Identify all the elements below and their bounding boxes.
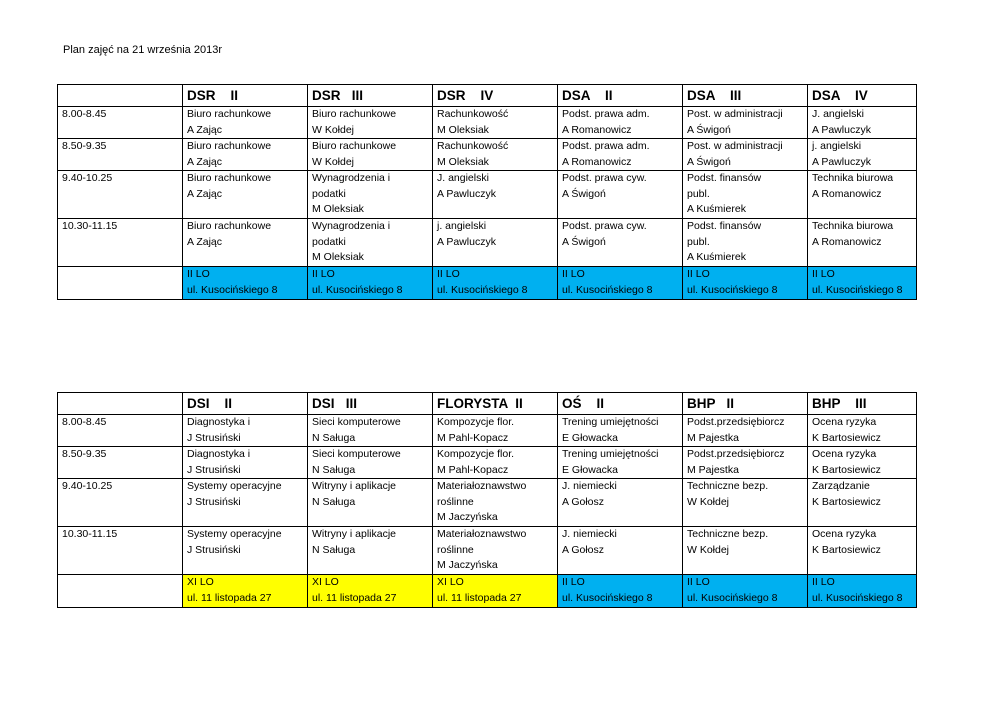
lesson-cell <box>558 527 683 575</box>
teacher-name: N Saługa <box>312 543 356 556</box>
class-header: DSA IV <box>808 85 917 107</box>
subject-text: Podst. finansów <box>687 220 762 232</box>
subject-text: Witryny i aplikacje <box>312 528 397 540</box>
subject-text: Podst. prawa cyw. <box>562 172 647 184</box>
lesson-cell <box>808 527 917 575</box>
teacher-name: J Strusiński <box>187 463 241 476</box>
teacher-name: A Romanowicz <box>812 235 882 248</box>
teacher-name: A Zając <box>187 123 223 136</box>
teacher-name: N Saługa <box>312 463 356 476</box>
class-header: DSI II <box>183 393 308 415</box>
lesson-row <box>58 479 917 527</box>
teacher-name: M Oleksiak <box>312 203 364 215</box>
teacher-name: W Kołdej <box>687 495 730 508</box>
lesson-row <box>58 447 917 479</box>
school-name: XI LO <box>312 576 339 588</box>
subject-text: Post. w administracji <box>687 108 783 120</box>
lesson-cell <box>808 479 917 527</box>
lesson-cell <box>558 107 683 139</box>
teacher-name: A Gołosz <box>562 495 605 508</box>
subject-text: J. angielski <box>812 108 864 120</box>
schedule-table-2 <box>57 392 917 608</box>
lesson-cell <box>683 219 808 267</box>
subject-text: Techniczne bezp. <box>687 528 769 540</box>
subject-text: Diagnostyka i <box>187 416 251 428</box>
school-name: II LO <box>562 268 585 280</box>
teacher-name: M Jaczyńska <box>437 559 498 571</box>
teacher-name: K Bartosiewicz <box>812 495 881 508</box>
lesson-cell <box>183 415 308 447</box>
school-name: II LO <box>812 576 835 588</box>
teacher-name: A Pawluczyk <box>812 123 871 136</box>
school-name: II LO <box>187 268 210 280</box>
location-cell <box>433 267 558 300</box>
teacher-name: A Świgoń <box>562 235 606 248</box>
lesson-cell <box>558 447 683 479</box>
subject-text: Materiałoznawstwo <box>437 480 527 492</box>
class-header: BHP II <box>683 393 808 415</box>
header-row <box>58 393 917 415</box>
header-row <box>58 85 917 107</box>
class-header: OŚ II <box>558 393 683 415</box>
subject-text: Zarządzanie <box>812 480 870 492</box>
teacher-name: E Głowacka <box>562 431 619 444</box>
subject-text: Systemy operacyjne <box>187 480 282 492</box>
teacher-name: M Oleksiak <box>437 155 489 168</box>
teacher-name: A Zając <box>187 187 223 200</box>
subject-text: Wynagrodzenia i <box>312 220 391 232</box>
time-slot: 9.40-10.25 <box>58 479 183 527</box>
lesson-cell <box>433 219 558 267</box>
school-name: II LO <box>687 576 710 588</box>
subject-text: Ocena ryzyka <box>812 416 877 428</box>
subject-text: Podst.przedsiębiorcz <box>687 416 785 428</box>
location-cell <box>683 575 808 608</box>
teacher-name: M Pajestka <box>687 463 739 476</box>
teacher-name: A Świgoń <box>687 123 731 136</box>
subject-text: roślinne <box>437 495 474 508</box>
teacher-name: J Strusiński <box>187 495 241 508</box>
school-name: II LO <box>562 576 585 588</box>
class-header: FLORYSTA II <box>433 393 558 415</box>
teacher-name: M Pajestka <box>687 431 739 444</box>
teacher-name: K Bartosiewicz <box>812 463 881 476</box>
subject-text: Kompozycje flor. <box>437 416 515 428</box>
lesson-cell <box>558 139 683 171</box>
lesson-cell <box>808 447 917 479</box>
lesson-cell <box>308 479 433 527</box>
location-cell <box>808 267 917 300</box>
subject-text: podatki <box>312 235 346 248</box>
school-address: ul. Kusocińskiego 8 <box>562 591 653 604</box>
subject-text: Biuro rachunkowe <box>187 108 272 120</box>
lesson-cell <box>808 171 917 219</box>
lesson-cell <box>183 219 308 267</box>
location-cell <box>433 575 558 608</box>
school-address: ul. Kusocińskiego 8 <box>312 283 403 296</box>
school-name: II LO <box>437 268 460 280</box>
subject-text: Podst.przedsiębiorcz <box>687 448 785 460</box>
lesson-cell <box>308 171 433 219</box>
teacher-name: A Pawluczyk <box>437 235 496 248</box>
location-row <box>58 267 917 300</box>
school-address: ul. Kusocińskiego 8 <box>562 283 653 296</box>
location-cell <box>683 267 808 300</box>
teacher-name: M Pahl-Kopacz <box>437 463 509 476</box>
lesson-cell <box>558 415 683 447</box>
teacher-name: A Zając <box>187 235 223 248</box>
subject-text: Biuro rachunkowe <box>187 172 272 184</box>
lesson-cell <box>433 527 558 575</box>
subject-text: Trening umiejętności <box>562 448 659 460</box>
class-header: DSR IV <box>433 85 558 107</box>
lesson-cell <box>433 107 558 139</box>
school-address: ul. Kusocińskiego 8 <box>437 283 528 296</box>
subject-text: roślinne <box>437 543 474 556</box>
lesson-cell <box>308 139 433 171</box>
lesson-cell <box>183 139 308 171</box>
lesson-cell <box>308 219 433 267</box>
lesson-row <box>58 219 917 267</box>
class-header: DSI III <box>308 393 433 415</box>
teacher-name: M Oleksiak <box>437 123 489 136</box>
time-slot: 8.50-9.35 <box>58 139 183 171</box>
lesson-row <box>58 107 917 139</box>
subject-text: Biuro rachunkowe <box>187 140 272 152</box>
subject-text: Ocena ryzyka <box>812 448 877 460</box>
teacher-name: N Saługa <box>312 431 356 444</box>
page-title: Plan zajęć na 21 września 2013r <box>63 44 222 56</box>
class-header: DSR II <box>183 85 308 107</box>
time-slot: 9.40-10.25 <box>58 171 183 219</box>
location-cell <box>558 267 683 300</box>
time-slot: 8.50-9.35 <box>58 447 183 479</box>
teacher-name: A Romanowicz <box>562 123 632 136</box>
subject-text: Wynagrodzenia i <box>312 172 391 184</box>
class-header: DSR III <box>308 85 433 107</box>
subject-text: Techniczne bezp. <box>687 480 769 492</box>
subject-text: Post. w administracji <box>687 140 783 152</box>
subject-text: Biuro rachunkowe <box>312 108 397 120</box>
subject-text: Ocena ryzyka <box>812 528 877 540</box>
lesson-cell <box>683 479 808 527</box>
subject-text: Biuro rachunkowe <box>312 140 397 152</box>
teacher-name: A Świgoń <box>687 155 731 168</box>
time-slot: 10.30-11.15 <box>58 219 183 267</box>
teacher-name: E Głowacka <box>562 463 619 476</box>
school-name: XI LO <box>187 576 214 588</box>
header-empty-cell <box>58 393 183 415</box>
lesson-cell <box>683 171 808 219</box>
subject-text: Witryny i aplikacje <box>312 480 397 492</box>
lesson-cell <box>433 447 558 479</box>
location-empty-cell <box>58 267 183 300</box>
lesson-cell <box>683 447 808 479</box>
lesson-cell <box>183 527 308 575</box>
teacher-name: A Świgoń <box>562 187 606 200</box>
school-name: II LO <box>687 268 710 280</box>
teacher-name: A Pawluczyk <box>437 187 496 200</box>
subject-text: Podst. prawa cyw. <box>562 220 647 232</box>
lesson-cell <box>558 171 683 219</box>
subject-text: Podst. prawa adm. <box>562 108 650 120</box>
teacher-name: W Kołdej <box>312 123 355 136</box>
class-header: DSA II <box>558 85 683 107</box>
school-address: ul. Kusocińskiego 8 <box>687 591 778 604</box>
location-cell <box>558 575 683 608</box>
lesson-row <box>58 415 917 447</box>
lesson-cell <box>558 479 683 527</box>
teacher-name: N Saługa <box>312 495 356 508</box>
teacher-name: A Kuśmierek <box>687 203 746 215</box>
lesson-cell <box>558 219 683 267</box>
location-cell <box>183 575 308 608</box>
lesson-row <box>58 171 917 219</box>
class-header: BHP III <box>808 393 917 415</box>
subject-text: J. niemiecki <box>562 528 617 540</box>
time-slot: 8.00-8.45 <box>58 415 183 447</box>
subject-text: J. niemiecki <box>562 480 617 492</box>
subject-text: Biuro rachunkowe <box>187 220 272 232</box>
lesson-cell <box>308 447 433 479</box>
location-cell <box>808 575 917 608</box>
subject-text: Technika biurowa <box>812 172 894 184</box>
subject-text: podatki <box>312 187 346 200</box>
subject-text: J. angielski <box>437 172 489 184</box>
location-row <box>58 575 917 608</box>
school-address: ul. 11 listopada 27 <box>187 591 272 604</box>
teacher-name: M Jaczyńska <box>437 511 498 523</box>
school-address: ul. Kusocińskiego 8 <box>812 283 903 296</box>
school-name: II LO <box>812 268 835 280</box>
lesson-cell <box>308 527 433 575</box>
class-header: DSA III <box>683 85 808 107</box>
lesson-cell <box>183 171 308 219</box>
teacher-name: A Gołosz <box>562 543 605 556</box>
lesson-cell <box>433 171 558 219</box>
subject-text: Podst. finansów <box>687 172 762 184</box>
teacher-name: M Oleksiak <box>312 251 364 263</box>
lesson-cell <box>433 415 558 447</box>
subject-text: publ. <box>687 235 710 248</box>
subject-text: j. angielski <box>812 140 862 152</box>
lesson-cell <box>433 139 558 171</box>
teacher-name: M Pahl-Kopacz <box>437 431 509 444</box>
school-address: ul. 11 listopada 27 <box>312 591 397 604</box>
subject-text: Rachunkowość <box>437 140 509 152</box>
time-slot: 8.00-8.45 <box>58 107 183 139</box>
subject-text: publ. <box>687 187 710 200</box>
school-name: XI LO <box>437 576 464 588</box>
subject-text: Diagnostyka i <box>187 448 251 460</box>
school-name: II LO <box>312 268 335 280</box>
lesson-cell <box>308 415 433 447</box>
lesson-cell <box>433 479 558 527</box>
lesson-cell <box>683 527 808 575</box>
time-slot: 10.30-11.15 <box>58 527 183 575</box>
lesson-cell <box>808 107 917 139</box>
lesson-cell <box>683 415 808 447</box>
location-empty-cell <box>58 575 183 608</box>
lesson-cell <box>683 139 808 171</box>
teacher-name: K Bartosiewicz <box>812 431 881 444</box>
lesson-row <box>58 527 917 575</box>
lesson-cell <box>183 447 308 479</box>
school-address: ul. Kusocińskiego 8 <box>187 283 278 296</box>
subject-text: Technika biurowa <box>812 220 894 232</box>
school-address: ul. Kusocińskiego 8 <box>687 283 778 296</box>
lesson-row <box>58 139 917 171</box>
school-address: ul. Kusocińskiego 8 <box>812 591 903 604</box>
teacher-name: A Romanowicz <box>562 155 632 168</box>
teacher-name: K Bartosiewicz <box>812 543 881 556</box>
teacher-name: W Kołdej <box>312 155 355 168</box>
teacher-name: W Kołdej <box>687 543 730 556</box>
location-cell <box>183 267 308 300</box>
lesson-cell <box>183 479 308 527</box>
subject-text: Podst. prawa adm. <box>562 140 650 152</box>
teacher-name: A Kuśmierek <box>687 251 746 263</box>
school-address: ul. 11 listopada 27 <box>437 591 522 604</box>
lesson-cell <box>308 107 433 139</box>
lesson-cell <box>808 415 917 447</box>
subject-text: Sieci komputerowe <box>312 448 401 460</box>
teacher-name: A Pawluczyk <box>812 155 871 168</box>
teacher-name: A Romanowicz <box>812 187 882 200</box>
header-empty-cell <box>58 85 183 107</box>
teacher-name: A Zając <box>187 155 223 168</box>
subject-text: Systemy operacyjne <box>187 528 282 540</box>
schedule-table-1 <box>57 84 917 300</box>
teacher-name: J Strusiński <box>187 543 241 556</box>
location-cell <box>308 575 433 608</box>
lesson-cell <box>683 107 808 139</box>
subject-text: Rachunkowość <box>437 108 509 120</box>
lesson-cell <box>183 107 308 139</box>
subject-text: Materiałoznawstwo <box>437 528 527 540</box>
lesson-cell <box>808 139 917 171</box>
subject-text: j. angielski <box>437 220 487 232</box>
lesson-cell <box>808 219 917 267</box>
subject-text: Sieci komputerowe <box>312 416 401 428</box>
subject-text: Trening umiejętności <box>562 416 659 428</box>
location-cell <box>308 267 433 300</box>
teacher-name: J Strusiński <box>187 431 241 444</box>
subject-text: Kompozycje flor. <box>437 448 515 460</box>
